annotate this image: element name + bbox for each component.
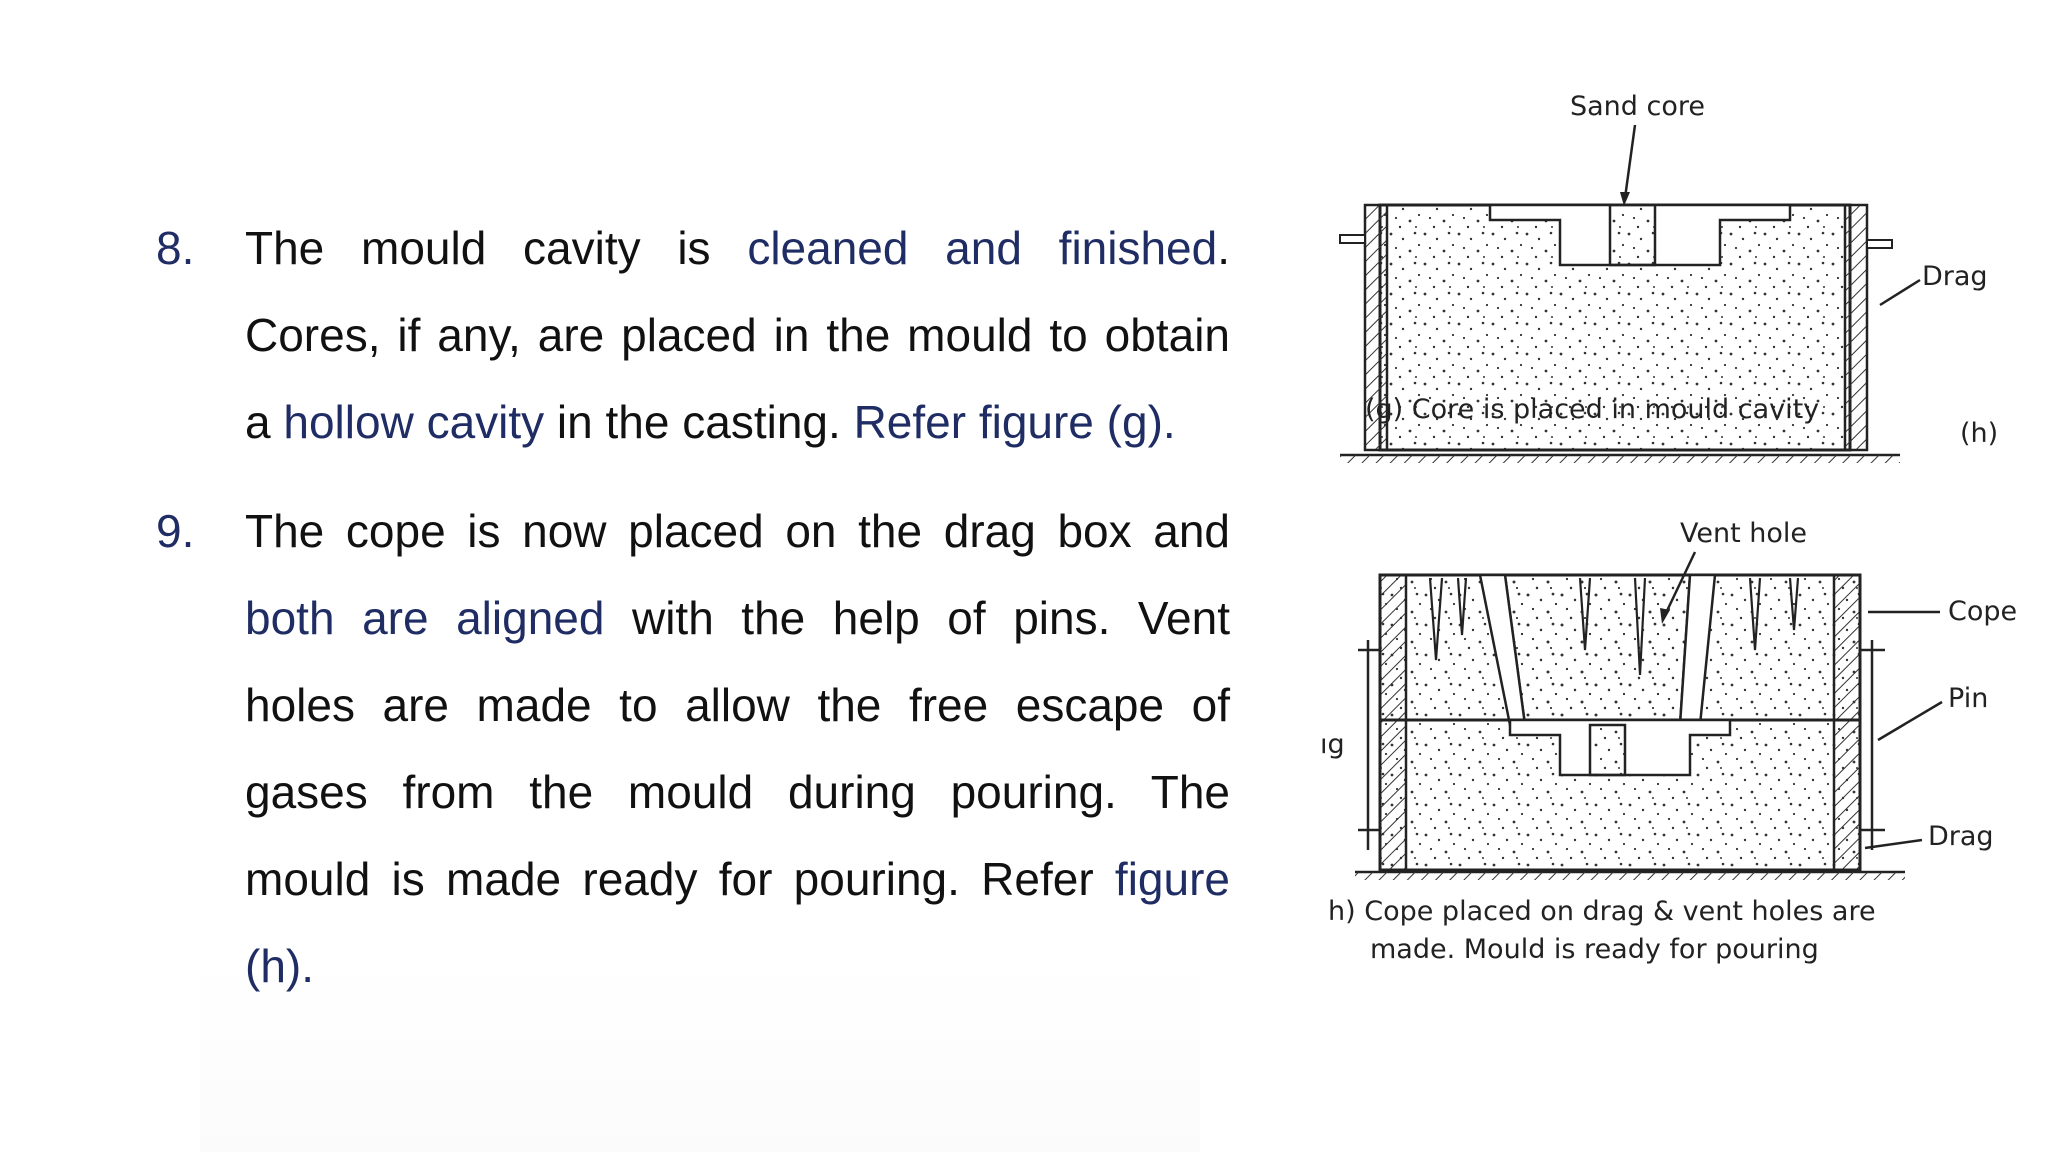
stray-h-label: (h) bbox=[1960, 418, 1999, 449]
highlight-segment: cleaned and finished bbox=[747, 222, 1218, 274]
text-segment: with the help of pins. Vent holes are made to allow the free escape of gases from the mould during pouring. The mould is made ready for pouring. Refer bbox=[245, 592, 1230, 905]
figure-h-caption-line1: h) Cope placed on drag & vent holes are bbox=[1328, 896, 1876, 927]
drag-arrow bbox=[1865, 840, 1922, 848]
figure-g-diagram bbox=[1320, 80, 2020, 470]
drag-wall-right bbox=[1845, 205, 1867, 450]
highlight-segment: Refer figure (g). bbox=[853, 396, 1176, 448]
figure-h bbox=[1320, 500, 2030, 980]
text-segment: The cope is now placed on the drag box and bbox=[245, 505, 1230, 557]
sand-core-arrow bbox=[1625, 125, 1635, 198]
pin-right bbox=[1867, 240, 1892, 248]
drag-wall-left bbox=[1380, 720, 1406, 870]
highlight-segment: both are aligned bbox=[245, 592, 605, 644]
figure-g bbox=[1320, 80, 2020, 470]
step-text bbox=[245, 205, 1230, 466]
vent-hole-label: Vent hole bbox=[1680, 518, 1808, 549]
drag-arrow bbox=[1880, 280, 1920, 305]
pin-label: Pin bbox=[1948, 683, 1989, 714]
cope-wall-left bbox=[1380, 575, 1406, 720]
step-number: 8. bbox=[156, 222, 195, 274]
cope-label: Cope bbox=[1948, 596, 2018, 627]
step-text bbox=[245, 488, 1230, 1010]
step-number: 9. bbox=[156, 505, 195, 557]
cope-wall-right bbox=[1834, 575, 1860, 720]
pin-left bbox=[1340, 235, 1365, 243]
drag-label: Drag bbox=[1928, 821, 1994, 852]
step-8 bbox=[150, 205, 1230, 466]
figure-h-caption-line2: made. Mould is ready for pouring bbox=[1370, 934, 1819, 965]
figure-h-diagram bbox=[1320, 500, 2030, 980]
highlight-segment: figure (h). bbox=[245, 853, 1230, 992]
sand-core-label: Sand core bbox=[1570, 91, 1705, 122]
text-segment: in the casting. bbox=[544, 396, 854, 448]
sand-core bbox=[1590, 725, 1625, 775]
text-segment: . Cores, if any, are placed in the mould to obtain a bbox=[245, 222, 1231, 448]
steps-list bbox=[150, 205, 1230, 1032]
ground-hatch bbox=[1340, 455, 1900, 463]
step-9 bbox=[150, 488, 1230, 1010]
highlight-segment: hollow cavity bbox=[283, 396, 545, 448]
pin-arrow bbox=[1878, 702, 1942, 740]
drag-wall-right bbox=[1834, 720, 1860, 870]
sand-core bbox=[1610, 205, 1655, 265]
ground-hatch bbox=[1355, 872, 1905, 880]
text-segment: The mould cavity is bbox=[245, 222, 748, 274]
cropped-label: ıg bbox=[1320, 729, 1345, 760]
figure-g-caption: (g) Core is placed in mould cavity bbox=[1365, 394, 1820, 425]
drag-label: Drag bbox=[1922, 261, 1988, 292]
cope-centre-block bbox=[1505, 575, 1690, 725]
